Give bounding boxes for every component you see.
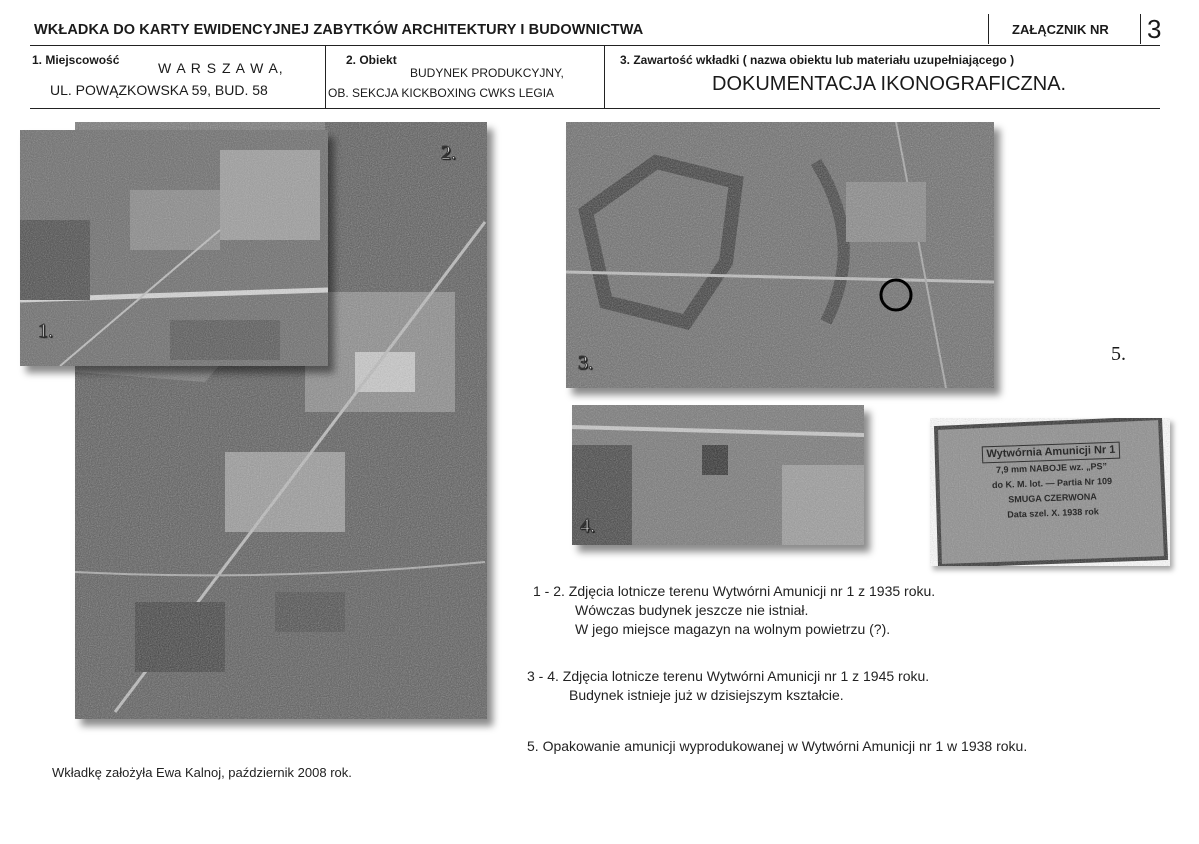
caption-packaging: 5. Opakowanie amunicji wyprodukowanej w Wytwórni Amunicji nr 1 w 1938 roku. (527, 738, 1028, 754)
caption-block-1945 (527, 667, 929, 705)
object-line2: OB. SEKCJA KICKBOXING CWKS LEGIA (328, 86, 555, 100)
divider (604, 46, 605, 108)
aerial-photo-1945 (566, 122, 994, 388)
caption-block-1935 (533, 582, 935, 639)
document-title: WKŁADKA DO KARTY EWIDENCYJNEJ ZABYTKÓW ARCHITEKTURY I BUDOWNICTWA (34, 22, 644, 38)
packaging-text-line: Wytwórnia Amunicji Nr 1 (981, 442, 1120, 464)
divider (1140, 14, 1141, 44)
attachment-label: ZAŁĄCZNIK NR (1012, 22, 1109, 37)
caption-line: Budynek istnieje już w dzisiejszym kształcie. (569, 687, 844, 703)
caption-line: Wówczas budynek jeszcze nie istniał. (575, 602, 809, 618)
divider (988, 14, 989, 44)
aerial-photo-1945-detail (572, 405, 864, 545)
object-label: 2. Obiekt (346, 53, 397, 67)
divider (325, 46, 326, 108)
caption-line: 3 - 4. Zdjęcia lotnicze terenu Wytwórni Amunicji nr 1 z 1945 roku. (527, 668, 930, 684)
attachment-number: 3 (1147, 14, 1162, 44)
locality-address: UL. POWĄZKOWSKA 59, BUD. 58 (50, 82, 268, 98)
locality-label: 1. Miejscowość (32, 53, 120, 67)
contents-value: DOKUMENTACJA IKONOGRAFICZNA. (712, 73, 1067, 95)
locality-city: W A R S Z A W A, (158, 60, 284, 76)
photo-label: 4. (580, 515, 595, 537)
author-note: Wkładkę założyła Ewa Kalnoj, październik 2008 rok. (52, 765, 352, 780)
aerial-photo-1935-inset (20, 130, 328, 366)
packaging-text-line: SMUGA CZERWONA (1008, 491, 1097, 505)
photo-label: 2. (441, 142, 456, 164)
packaging-text-line: 7,9 mm NABOJE wz. „PS” (995, 461, 1108, 475)
caption-line: W jego miejsce magazyn na wolnym powietrzu (?). (575, 621, 891, 637)
photo-label: 3. (578, 352, 593, 374)
object-line1: BUDYNEK PRODUKCYJNY, (410, 66, 564, 80)
ammunition-packaging-photo (930, 418, 1170, 566)
packaging-text-line: Data szel. X. 1938 rok (1007, 506, 1099, 520)
field-rule (30, 108, 1160, 109)
photo-label: 1. (38, 320, 53, 342)
packaging-text-line: do K. M. lot. — Partia Nr 109 (991, 475, 1113, 491)
caption-line: 1 - 2. Zdjęcia lotnicze terenu Wytwórni Amunicji nr 1 z 1935 roku. (533, 583, 936, 599)
contents-label: 3. Zawartość wkładki ( nazwa obiektu lub materiału uzupełniającego ) (620, 53, 1015, 67)
header-rule (30, 45, 1160, 46)
photo-label: 5. (1111, 343, 1126, 365)
